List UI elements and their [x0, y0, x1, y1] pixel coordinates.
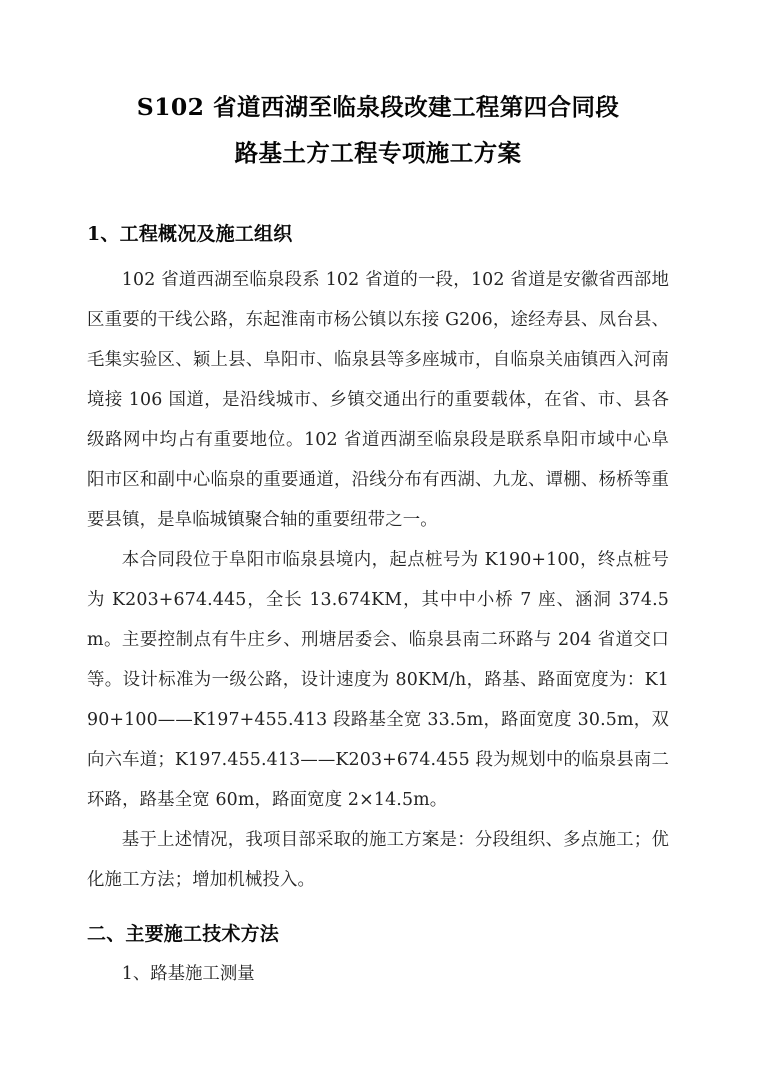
- section-heading-1: 1、工程概况及施工组织: [87, 223, 293, 245]
- section-1-paragraph-3: 基于上述情况，我项目部采取的施工方案是：分段组织、多点施工；优化施工方法；增加机械投入。: [87, 830, 669, 890]
- document-title-line-2: 路基土方工程专项施工方案: [234, 139, 522, 167]
- section-heading-2: 二、主要施工技术方法: [87, 923, 280, 945]
- page-content: [87, 0, 669, 994]
- section-1-paragraph-1: 102 省道西湖至临泉段系 102 省道的一段，102 省道是安徽省西部地区重要的干线公路，东起淮南市杨公镇以东接 G206，途经寿县、凤台县、毛集实验区、颖上县、阜阳市、临泉县等多座城市，自临泉关庙镇西入河南境接 106 国道，是沿线城市、乡镇交通出行的重要载体，在省、市、县各级路网中均占有重要地位。102 省道西湖至临泉段是联系阜阳市域中心阜阳市区和副中心临泉的重要通道，沿线分布有西湖、九龙、谭棚、杨桥等重要县镇，是阜临城镇聚合轴的重要纽带之一。: [87, 270, 669, 530]
- document-title-line-1: S102 省道西湖至临泉段改建工程第四合同段: [136, 93, 620, 121]
- section-1-paragraph-2: 本合同段位于阜阳市临泉县境内，起点桩号为 K190+100，终点桩号为 K203+674.445，全长 13.674KM，其中中小桥 7 座、涵洞 374.5m。主要控制点有牛庄乡、刑塘居委会、临泉县南二环路与 204 省道交口等。设计标准为一级公路，设计速度为 80KM/h，路基、路面宽度为：K190+100——K197+455.413 段路基全宽 33.5m，路面宽度 30.5m，双向六车道；K197.455.413——K203+674.455 段为规划中的临泉县南二环路，路基全宽 60m，路面宽度 2×14.5m。: [87, 550, 669, 810]
- document-title: [87, 0, 669, 176]
- section-2-item-1: 1、路基施工测量: [121, 964, 255, 984]
